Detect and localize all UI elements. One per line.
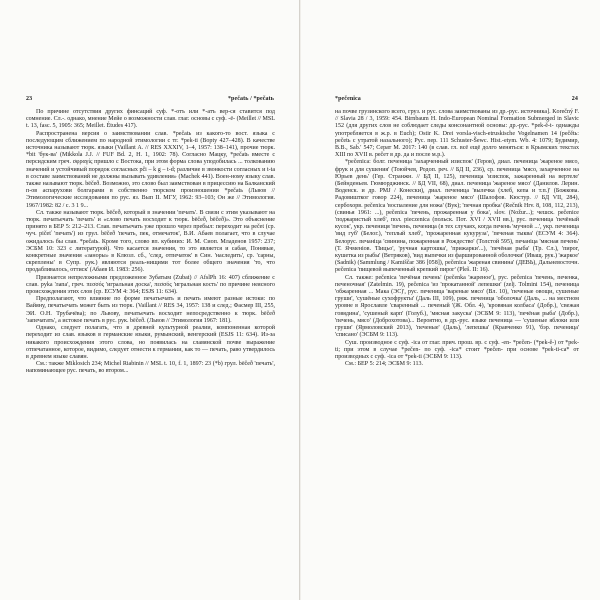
right-top-paragraph: на почве грузинского всего, груз. и рус. слова заимствованы из др.-рус. источника]. Korečný F. // Slavia 28 / 3, 1959: 454. Birnbaum H. Indo-European Nominal Formation Submerged in Slavic 152 (для других слов не соблюдает следы консонантной основы: др.-рус. *pek-ě-t- однажды употребляется в ж.р. в Euch); Ostir K. Drei vorsla-visch-etruskische Vogelnamen 14 (рečětь: pečetь с утратой назального); Рус. пер. 111 Schuster-Šewc. Hist.-etym. Wb. 4: 1079; Будимир, В.В., Sab.' 547; Серат М. 2017: 140 (в слав. гл. всё ещё долго меняться: в Крымских текстах XIII по XVII в. рečет в др. да и после м.р.). — [335, 109, 579, 159]
right-page — [300, 0, 600, 600]
left-page-number: 23 — [26, 96, 33, 102]
right-paragraph-3: Суш. производное с суф. -ica от глаг. прич. прош. вр. с суф. -en- *pečen- (*pek-ě-) от *pek-ti; при этом в случае *pečen- по суф. -ica* стоит *pečen- при основе *pek-ti-ca* от производных с суф. -ica от *pek-ti (ЭСБМ 9: 113). — [335, 339, 579, 360]
right-running-head: *pečenica — [335, 96, 361, 102]
left-paragraph-7: См.: также Miklosich 234; Michel Riabinin // MSL t. 10, f. 1, 1897: 23 (*b) грул. bēčeð 'печать', напоминающее рус. печать, во втором... — [26, 361, 275, 375]
right-paragraph-2: Сл. также: pečenica 'печёная печень' (pečenka 'жареное'), рус. pečenica 'печень, печенка, печеночная' (Zatelmin. 19), pečenica 'из 'прокатанной' лепешки' (zelj. Tolmini 154), печеница 'обжаренная ... Мака (ЭС)', рус. печеница 'вареные мясо' (Вл. 10), 'печеные овощи, сушеные груши', 'сушёные сухофрукты' (Даль III, 109), ряж. печеница 'оболочка' (Даль, ... на местном уровне в Ярославле 'сваренный ... печеный '(Ж. Обл. 4), 'кровяная колбаса' (Добр.), 'свежая говядина', 'сушеный карп' (Голуб.), 'мясная закуска' (ЭСБМ 9: 113), 'печёная рыба' (Добр.), 'печень, мясо' (Доброхотова)... Вероятно, в др.-рус. языке печеница — 'сушеные яблоки или груши' (Ярмоловский 2013), 'печеные' (Даль), 'лепешка' (Кравченко 91), 'бэр. печеница' 'списано' (ЭСБМ 9: 113). — [335, 274, 579, 339]
left-paragraph-4: Признается непреложными предложенное Зубатым (Zubat) // AfslPh 16: 407) сближение с слав. pyka 'лапа', греч. πεσσός 'игральная доска', πεσσός 'игральная кость' по причине неясного происхождения этих слов (ср. ЕСУМ 4: 364; ESJS 11: 634). — [26, 274, 275, 296]
right-page-number: 24 — [571, 96, 578, 102]
left-page-body — [26, 109, 275, 376]
left-paragraph-5: Предполагают, что влияние по форме печатьечать и печать имеют разные истоки: по Вайяну, печатьечать может быть из тюрк. (Vaillant // RES 34, 1957: 138 и след.; Фасмер III, 255, ЭИ. О.Н. Трубачёва); по Львову, печатьечать восходит непосредственно к тюрк. bēčeð 'запечатать', а истокое печать в рус. рук. bēčeð. (Львов // Этимология 1967: 181). — [26, 296, 275, 324]
left-paragraph-6: Однако, следует полагать, что в древней культурной реалии, компоненная которой переходит из слав. языков в германские языки, румынский, венгерский (ESJS 11: 634). Из-за никакого происхождения этого слова, но появилась на славянской почве выражение отпечатанное, которое, видимо, следует отнести к германии, как то — печать, раво утвердилось в древнем языке славян. — [26, 325, 275, 360]
right-page-body — [335, 109, 579, 368]
left-paragraph-3: Сл. также называют тюрк. bēčeð, который в значении 'печать'. В связи с этим указывают на тюрк. печатьечать 'печать' и «слово печать восходит к тюрк. bēčeð, bēčeð)». Это объяснение принято в БЕР 5: 212–213. Слав. печатьечать уже прошло через пребыл: переходит на pečet (ср. чуч. pičeť 'печать') из грул. bēčeð 'печать, пек, отмечаток', В.И. Абаев полагает, что в случае ожидалось бы слав. *pečatь. Кроме того, слово вп. кубиних: И. М. Сиоп. Младенов 1957: 237; ЭСБМ 10: 323 с литературой). Что касается значения, то это является и сабая, Понявые, конкретные значения «заноры» в Клюзл. сб., 'след, отпечаток' в Син. 'наследить', ср. 'сарны, скреплены' в Супр. рук.) являются реаль-нищими тот более общего значения 'то, что продабливалось, оттиск' (Абаев И. 1983: 256). — [26, 209, 275, 274]
right-closing: См.: БЕР 5: 214; ЭСБМ 9: 113. — [345, 361, 424, 368]
left-running-head: *pečatь / *pečatь — [227, 96, 274, 102]
left-paragraph-1: По причине отсутствия других финсаций суф. *-отъ или *-атъ вер-ся ставится под сомнение. Сл.-. однако, мнение Мейе о возможности слав. глаг. основы с суф. -ё- (Meillet // MSL t. 13, fasc. 5, 1905: 365; Meillet. Études 417). — [26, 109, 275, 130]
right-paragraph-1: *pečenica: болг. печеница 'захарченный изиспок' (Геров), диал. печеница 'жареное мясо, фрук и для сушения' (Тоюйчев, Родоп. реч. // БД II, 236), ср. печеница 'мясо, захарченное на Юрьев день' (Гер. Странжн. // БД II, 125), печеница 'изиспок, зажаренный на вертеле' (Бейнденьев. Гюмюрджинск. // БД VII, 68), диал. печеница 'жареное мясо' (Данилов. Лерин. Воденск. и др. РМЈ / Конески), диал. печеница 'вылечка (хлеб, кепа и т.п.)' (Божкова. Радовиштког говор 224), печеница 'жареное мясо' (Шалофов. Кюстур. // БД VII, 284), сербохорв. pečenica 'воспаление для ножа' (Вук); 'печная пробка' (Rečnik Hrv. 8, 108, 112, 213), (свинья 1961: ...), pečenica 'печень, прожаренная у бока', slov. (Nožur...); чешск. pečenice 'поджаристый хлеб', пол. pieczenica (польск. Пот. XVI / XVII вв.), рус. печеница 'печёный кусок', укр. печениця 'печень, печеница (в тех случаях, когда печень 'мучной ...', укр. печеница 'вид губ' (Белог.), 'теплый хлеб', 'прожаренная кукуруза', 'печеная тыква' (ЕСУМ 4: 364). Белорус. печаніца 'свинина, пожаренная в Рождество' (Толстой 595), печаніца 'мясная печень' (Т. Ячменіов. 'Пицьо', 'ручная картошка', 'прижарки'...), 'печёная рыба' (Тр. Сл.), 'пирог, кушетка из рыбы' (Ветряков), 'вид выпечки из фаршированной оболочки' (Иващ. рук.) 'жаркое' (Sadnik) (Sammlung / Kamiščar 386 [058]), pečenica 'жареная свинина' (ДЕВЬ), Дальневосточн. pečenica 'пищевой выпеченный крепкий пирог' (Pleš. II: 16). — [335, 159, 579, 274]
left-paragraph-2: Распространена версия о заимствовании слав. *pečatь из какого-то вост. языка с последующим сближением по народной этимологии с тг. *pek-ti (Ворtу 427–428). В качестве источника называют тюрк. языки (Vaillant A. // RES XXXIV, 1–4, 1957: 138–141), прочие тюрк. *bit 'бук-ва' (Mikkola J.J. // FUF Bd. 2, H. 1, 1902: 78). Согласно Мацку, *pečatь вместе с персидским греч. σφραγίς пришло с Востока, при этом форма слова уподобилась ... толкованию значений и устойчивый порядок согласных pči – k g – t-d; различие в звонкости согласных и t-ta в составе заимствований не должны вызывать удивления» (Machek 441). Воен-ному языку слав. также называют тюрк. bēčeð. Возможно, это слово был заимствован в прицессию на Балканский п-ов аспарухови болгарами в собственно тюрском произношении *реčаtь (Львов // Этимологические исследования по рус. яз. Вып II. МГУ, 1962: 93–103; Он же // Этимология. 1967/1982: 82 / с. 3 1 9... — [26, 130, 275, 209]
